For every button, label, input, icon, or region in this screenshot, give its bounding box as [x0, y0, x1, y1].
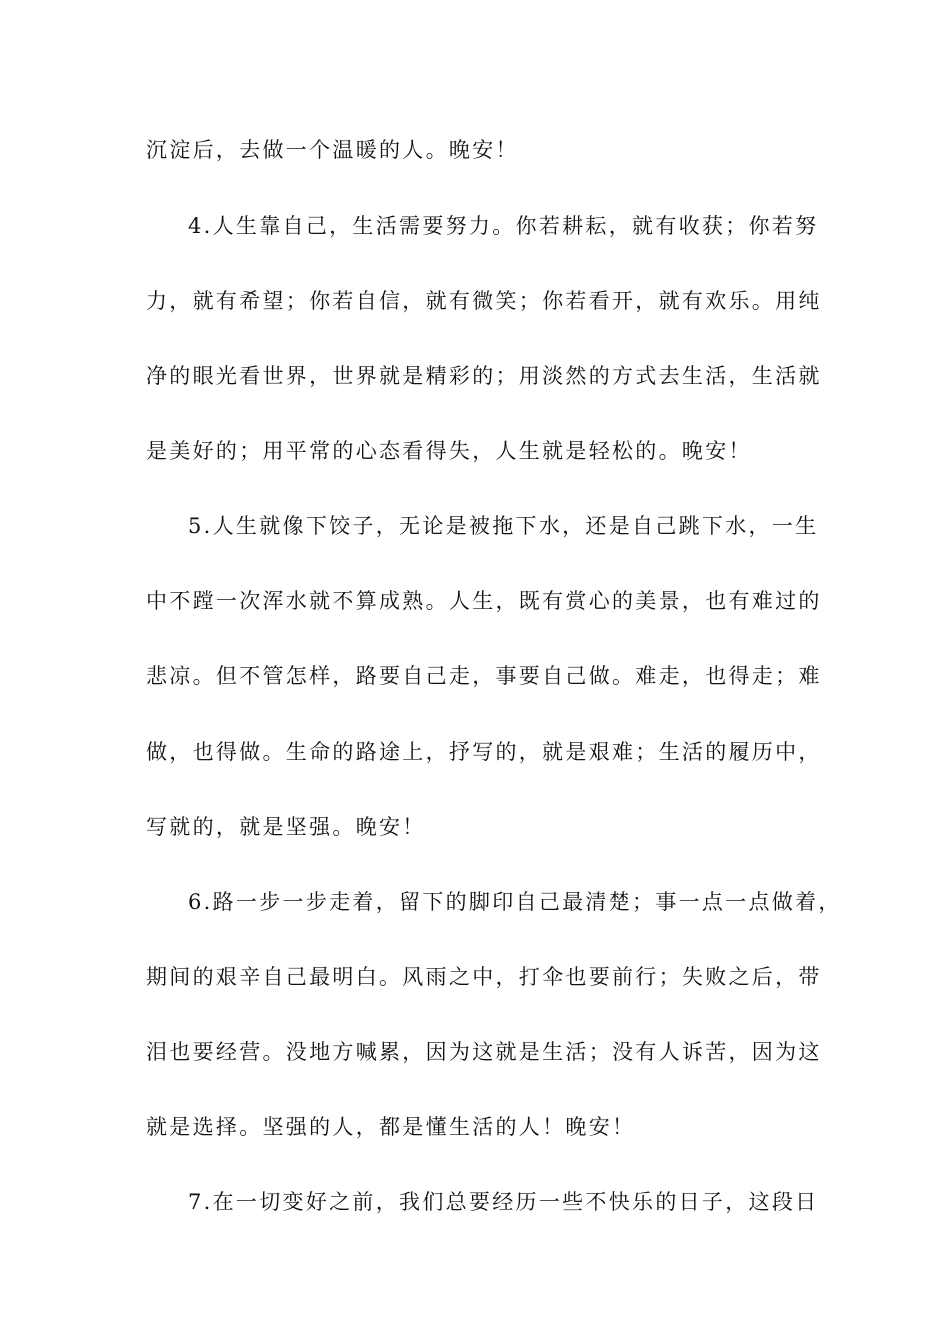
text-line: 做，也得做。生命的路途上，抒写的，就是艰难；生活的履历中， — [146, 740, 822, 764]
text-line: 净的眼光看世界，世界就是精彩的；用淡然的方式去生活，生活就 — [146, 364, 822, 388]
paragraph-6-start: 6.路一步一步走着，留下的脚印自己最清楚；事一点一点做着， — [188, 890, 842, 914]
paragraph-4-start: 4.人生靠自己，生活需要努力。你若耕耘，就有收获；你若努 — [188, 214, 819, 238]
text-line: 期间的艰辛自己最明白。风雨之中，打伞也要前行；失败之后，带 — [146, 965, 822, 989]
text-line: 写就的，就是坚强。晚安！ — [146, 815, 426, 839]
text-line: 中不蹚一次浑水就不算成熟。人生，既有赏心的美景，也有难过的 — [146, 589, 822, 613]
text-line: 就是选择。坚强的人，都是懂生活的人！晚安！ — [146, 1115, 636, 1139]
text-line: 力，就有希望；你若自信，就有微笑；你若看开，就有欢乐。用纯 — [146, 289, 822, 313]
paragraph-7-start: 7.在一切变好之前，我们总要经历一些不快乐的日子，这段日 — [188, 1190, 819, 1214]
text-line: 沉淀后，去做一个温暖的人。晚安！ — [146, 138, 519, 162]
paragraph-5-start: 5.人生就像下饺子，无论是被拖下水，还是自己跳下水，一生 — [188, 514, 819, 538]
text-line: 是美好的；用平常的心态看得失，人生就是轻松的。晚安！ — [146, 439, 752, 463]
text-line: 悲凉。但不管怎样，路要自己走，事要自己做。难走，也得走；难 — [146, 664, 822, 688]
text-line: 泪也要经营。没地方喊累，因为这就是生活；没有人诉苦，因为这 — [146, 1040, 822, 1064]
